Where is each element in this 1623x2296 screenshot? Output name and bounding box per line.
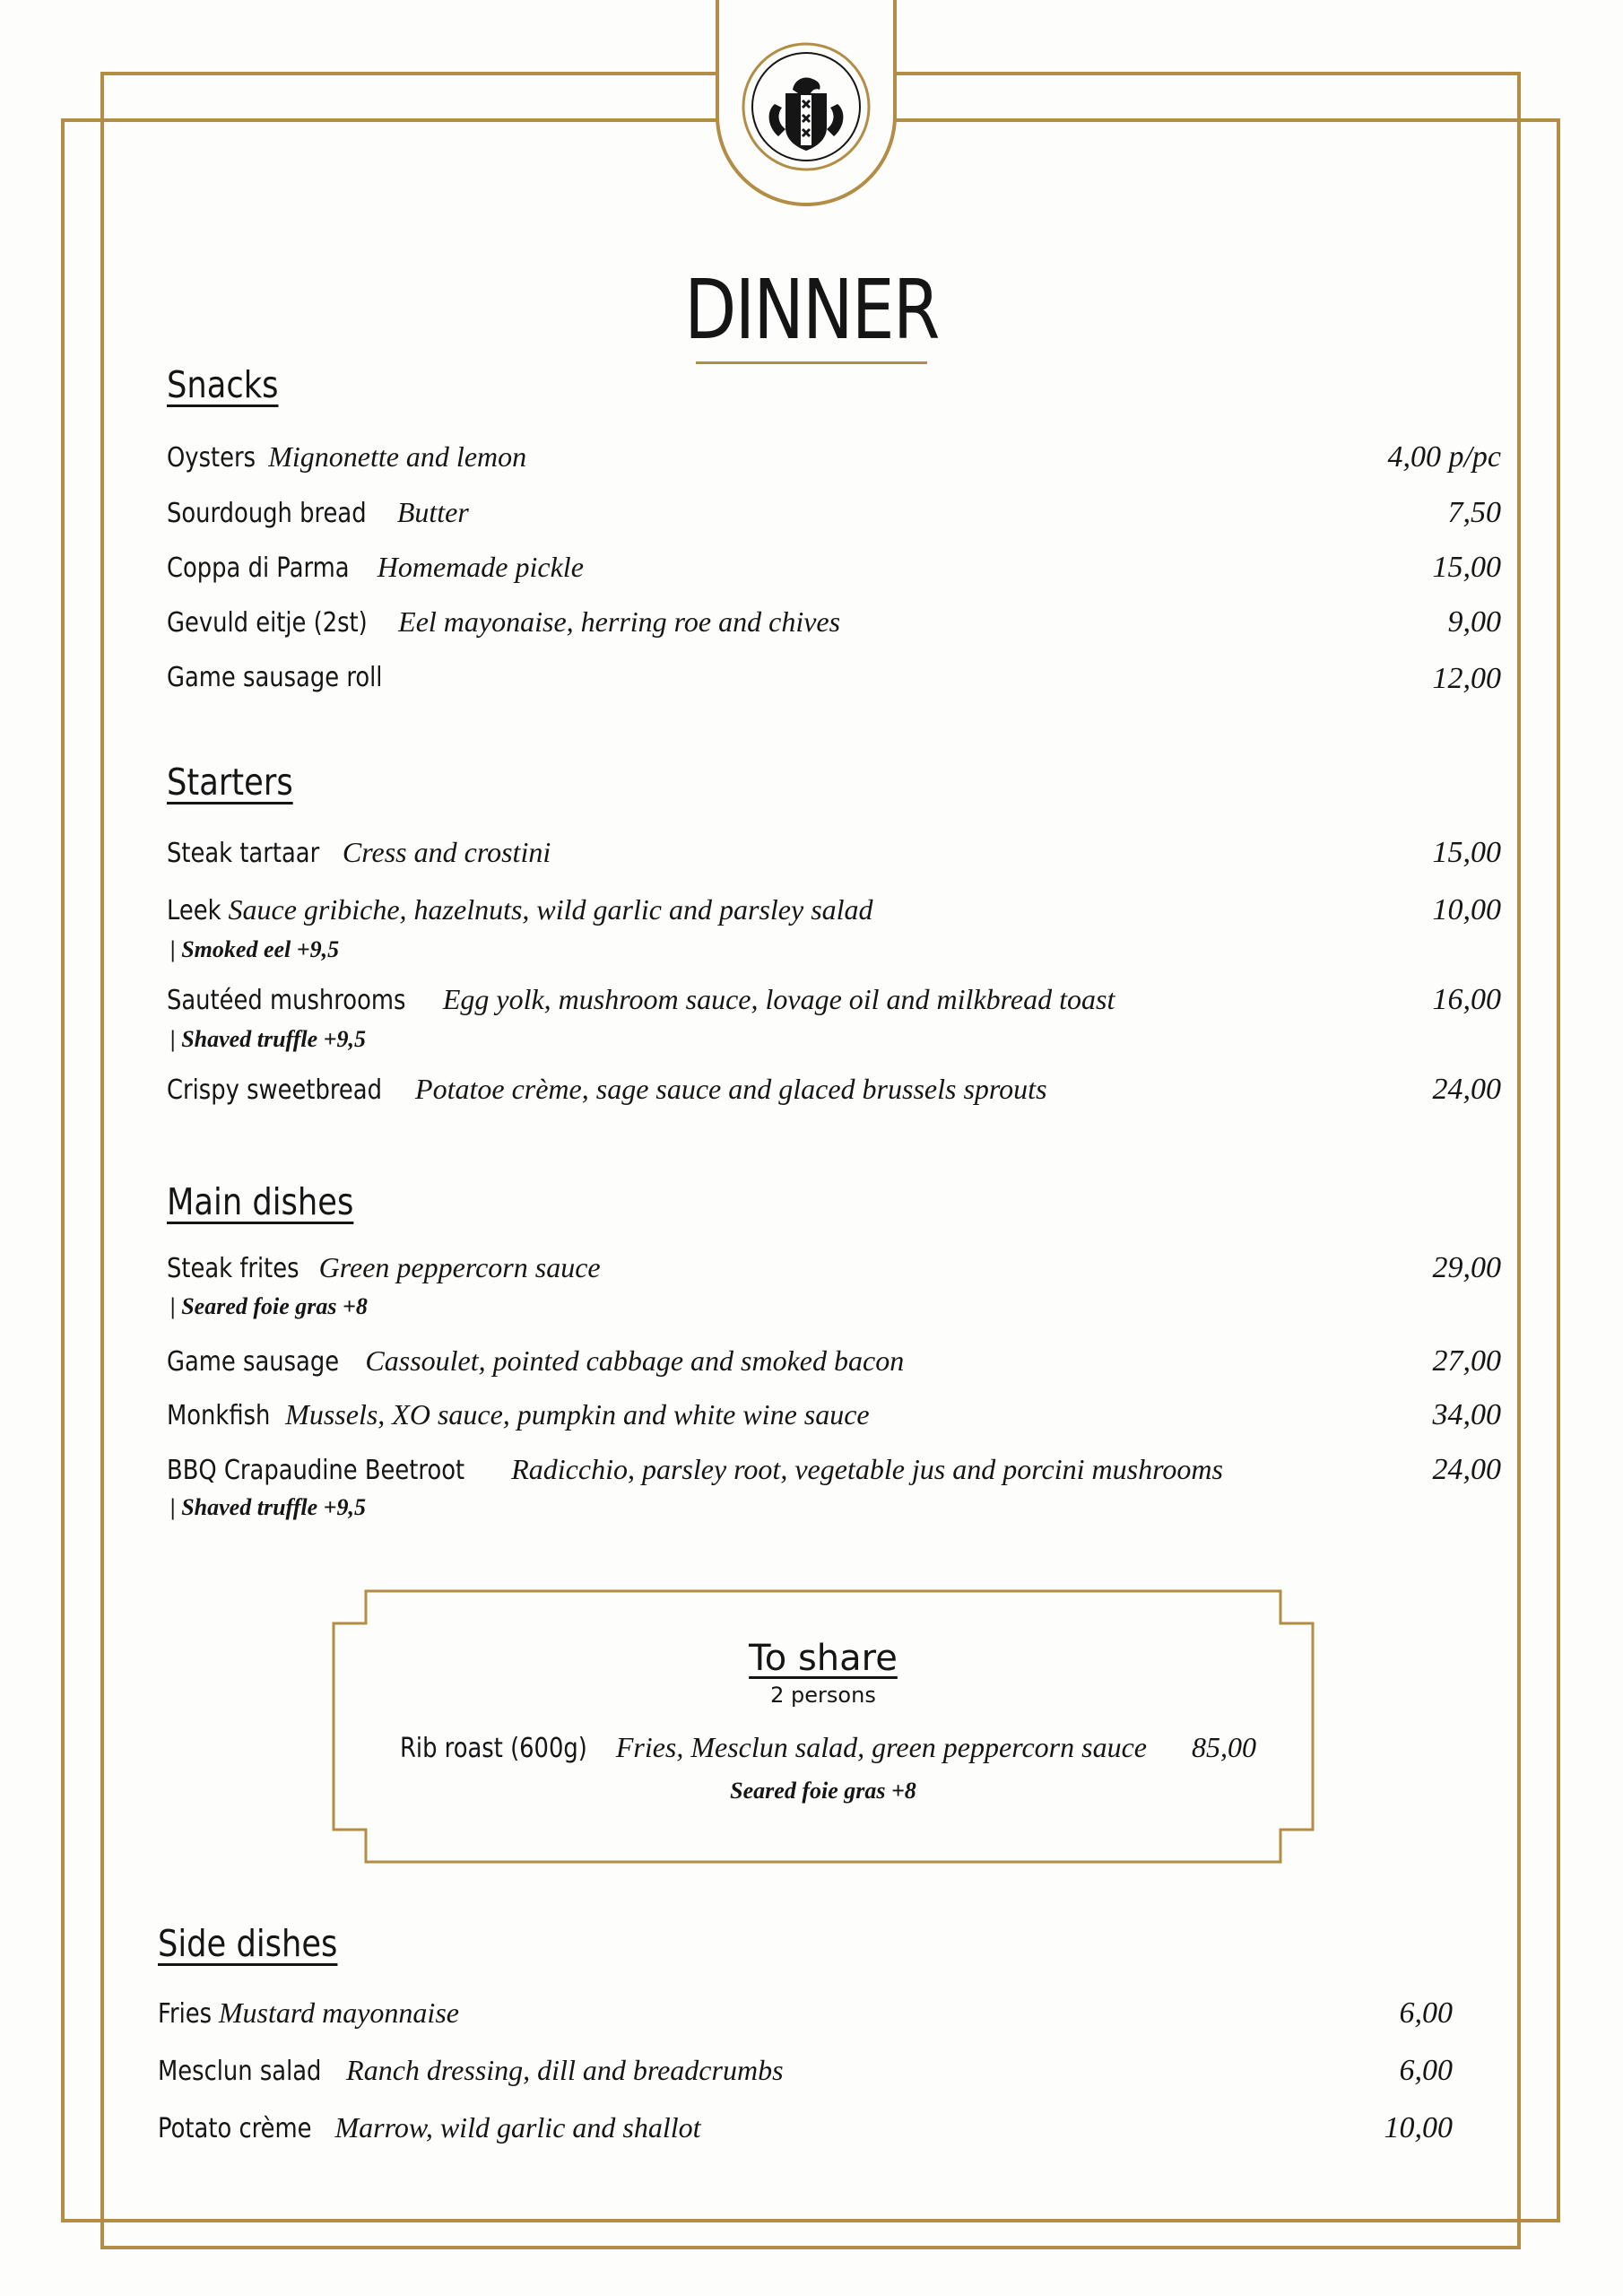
item-name: Sourdough bread xyxy=(167,498,367,529)
menu-item xyxy=(167,1251,1501,1294)
share-subtitle: 2 persons xyxy=(770,1683,876,1708)
item-name: Oysters xyxy=(167,442,256,474)
item-description: Ranch dressing, dill and breadcrumbs xyxy=(346,2054,784,2086)
menu-item xyxy=(167,662,1501,705)
menu-item xyxy=(167,1073,1501,1116)
share-item xyxy=(400,1731,1256,1764)
item-description: Egg yolk, mushroom sauce, lovage oil and milkbread toast xyxy=(442,983,1115,1015)
item-name: Monkfish xyxy=(167,1400,271,1431)
item-description: Cassoulet, pointed cabbage and smoked bacon xyxy=(365,1344,905,1377)
item-name: Gevuld eitje (2st) xyxy=(167,607,368,639)
item-supplement: | Smoked eel +9,5 xyxy=(170,936,340,962)
menu-item xyxy=(158,2111,1453,2154)
amsterdam-crest-icon xyxy=(739,39,873,174)
item-price: 6,00 xyxy=(1399,2054,1453,2087)
share-title: To share xyxy=(749,1638,898,1679)
item-name: Sautéed mushrooms xyxy=(167,985,406,1016)
menu-item xyxy=(167,983,1501,1026)
section-title-mains: Main dishes xyxy=(167,1180,354,1223)
menu-item xyxy=(167,440,1501,483)
item-name: Fries xyxy=(158,1998,213,2030)
item-price: 6,00 xyxy=(1399,1996,1453,2030)
item-price: 29,00 xyxy=(1432,1251,1501,1284)
menu-item xyxy=(158,1996,1453,2039)
item-name: Steak frites xyxy=(167,1253,299,1284)
item-name: Potato crème xyxy=(158,2113,312,2144)
item-description: Sauce gribiche, hazelnuts, wild garlic and parsley salad xyxy=(228,893,873,926)
item-price: 15,00 xyxy=(1432,836,1501,869)
item-supplement: | Shaved truffle +9,5 xyxy=(170,1494,366,1520)
menu-item xyxy=(167,496,1501,539)
item-price: 24,00 xyxy=(1432,1073,1501,1106)
menu-item xyxy=(167,893,1501,936)
item-description: Mustard mayonnaise xyxy=(218,1996,459,2029)
item-description: Potatoe crème, sage sauce and glaced brussels sprouts xyxy=(415,1073,1047,1105)
menu-item xyxy=(167,1344,1501,1387)
item-description: Mignonette and lemon xyxy=(268,440,527,473)
item-price: 15,00 xyxy=(1432,551,1501,584)
item-description: Green peppercorn sauce xyxy=(318,1251,601,1283)
item-supplement: | Seared foie gras +8 xyxy=(170,1293,368,1319)
item-name: Leek xyxy=(167,895,221,926)
item-supplement: | Shaved truffle +9,5 xyxy=(170,1026,366,1052)
menu-item xyxy=(167,1398,1501,1441)
section-title-sides: Side dishes xyxy=(158,1922,338,1965)
item-price: 10,00 xyxy=(1432,893,1501,926)
item-supplement: Seared foie gras +8 xyxy=(730,1778,916,1804)
menu-item xyxy=(167,605,1501,648)
menu-item xyxy=(167,836,1501,879)
item-price: 16,00 xyxy=(1432,983,1501,1016)
item-name: Coppa di Parma xyxy=(167,552,350,584)
item-name: Rib roast (600g) xyxy=(400,1733,587,1764)
item-description: Mussels, XO sauce, pumpkin and white wine sauce xyxy=(285,1398,870,1431)
item-name: BBQ Crapaudine Beetroot xyxy=(167,1455,465,1486)
item-description: Cress and crostini xyxy=(342,836,551,868)
item-description: Fries, Mesclun salad, green peppercorn sauce xyxy=(615,1731,1147,1763)
item-price: 12,00 xyxy=(1432,662,1501,695)
item-price: 27,00 xyxy=(1432,1344,1501,1378)
item-name: Crispy sweetbread xyxy=(167,1074,382,1106)
share-box-frame xyxy=(332,1589,1315,1864)
menu-item xyxy=(167,551,1501,594)
item-price: 24,00 xyxy=(1432,1453,1501,1486)
item-price: 85,00 xyxy=(1191,1731,1256,1763)
item-name: Game sausage roll xyxy=(167,662,383,693)
item-description: Radicchio, parsley root, vegetable jus and porcini mushrooms xyxy=(511,1453,1223,1485)
menu-item xyxy=(158,2054,1453,2097)
title-underline xyxy=(696,361,927,364)
item-price: 34,00 xyxy=(1432,1398,1501,1431)
item-description: Eel mayonaise, herring roe and chives xyxy=(398,605,841,638)
section-title-starters: Starters xyxy=(167,761,293,804)
item-price: 10,00 xyxy=(1384,2111,1453,2144)
item-description: Butter xyxy=(396,496,469,528)
menu-title: DINNER xyxy=(684,262,939,358)
item-price: 9,00 xyxy=(1447,605,1501,639)
item-description: Homemade pickle xyxy=(377,551,584,583)
item-name: Game sausage xyxy=(167,1346,340,1378)
item-name: Mesclun salad xyxy=(158,2056,322,2087)
menu-item xyxy=(167,1453,1501,1496)
share-box xyxy=(332,1589,1315,1864)
section-title-snacks: Snacks xyxy=(167,363,279,406)
item-price: 7,50 xyxy=(1447,496,1501,529)
item-name: Steak tartaar xyxy=(167,838,320,869)
item-description: Marrow, wild garlic and shallot xyxy=(334,2111,701,2144)
item-price: 4,00 p/pc xyxy=(1387,440,1501,474)
